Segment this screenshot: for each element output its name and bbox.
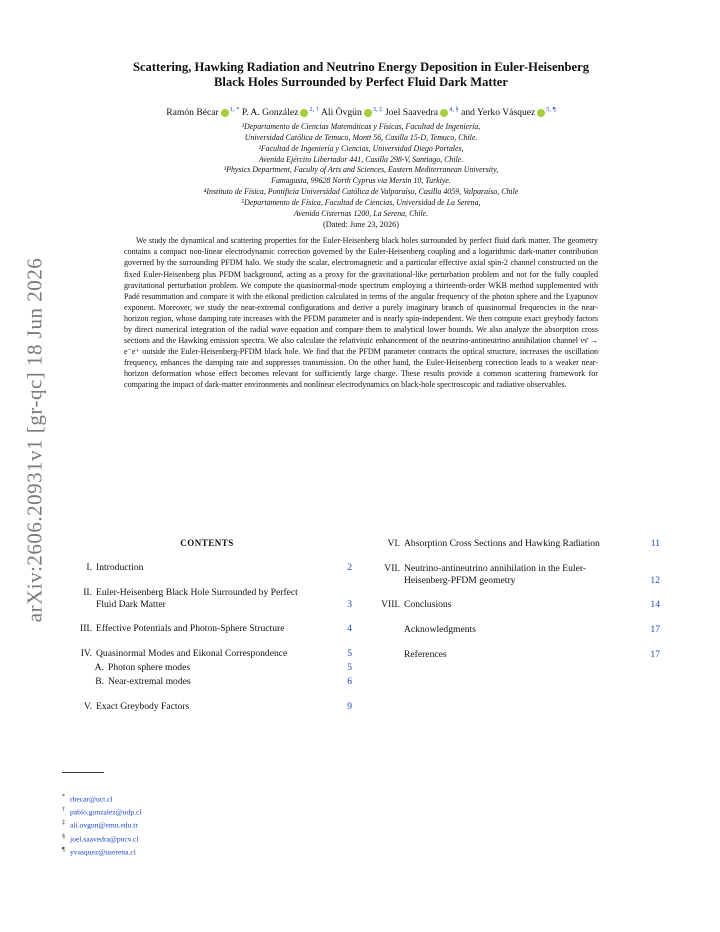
toc-entry[interactable]	[370, 599, 660, 611]
toc-entry[interactable]	[370, 538, 660, 550]
toc-entry[interactable]	[370, 649, 660, 661]
orcid-icon[interactable]	[221, 109, 229, 117]
email-link[interactable]: ali.ovgun@emu.edu.tr	[70, 821, 138, 830]
arxiv-identifier: arXiv:2606.20931v1 [gr-qc] 18 Jun 2026	[22, 257, 47, 623]
toc-subentry[interactable]	[62, 662, 352, 674]
toc-entry[interactable]	[62, 701, 352, 713]
toc-page-link[interactable]: 9	[347, 700, 352, 712]
toc-right-column	[370, 538, 660, 674]
orcid-icon[interactable]	[537, 109, 545, 117]
title-line-2: Black Holes Surrounded by Perfect Fluid Dark Matter	[214, 75, 508, 89]
toc-number: VII.	[384, 562, 400, 574]
toc-sub-number: A.	[94, 661, 104, 673]
toc-entry[interactable]	[370, 563, 660, 587]
toc-number: III.	[80, 623, 92, 635]
author-superscript[interactable]: 2, †	[309, 106, 320, 113]
footnote-mark: ‡	[62, 820, 65, 827]
affiliation-line: ³Physics Department, Faculty of Arts and Sciences, Eastern Mediterranean University,	[223, 165, 499, 175]
affiliation-line: Famagusta, 99628 North Cyprus via Mersin 10, Turkiye.	[271, 176, 451, 186]
toc-entry[interactable]	[62, 562, 352, 574]
footnote-mark: ¶	[62, 846, 65, 853]
toc-label: Quasinormal Modes and Eikonal Correspondence	[96, 648, 288, 660]
affiliation-line: ¹Departamento de Ciencias Matemáticas y Físicas, Facultad de Ingeniería,	[241, 122, 481, 132]
author-list	[62, 104, 660, 119]
email-link[interactable]: yvasquez@userena.cl	[70, 847, 136, 857]
orcid-icon[interactable]	[300, 109, 308, 117]
toc-label: References	[404, 648, 447, 660]
toc-page-link[interactable]: 2	[347, 562, 352, 573]
toc-number: VI.	[387, 538, 400, 549]
abstract: We study the dynamical and scattering properties for the Euler-Heisenberg black holes surrounded by perfect fluid dark matter. The geometry contains a compact non-linear electrodynamic correction governed by the Euler-Heisenberg coupling and a logarithmic dark-matter contribution governed by the surrounding PFDM halo. We study the scalar, electromagnetic and a particular effective axial spin-2 channel constructed on the fixed Euler-Heisenberg plus PFDM background, acting as a proxy for the gravitational-like perturbation problem and not for the fully coupled gravitational perturbation problem. We compute the quasinormal-mode spectrum employing a thirteenth-order WKB method supplemented with Padé resummation and compare it with the eikonal prediction calculated in terms of the angular frequency of the photon sphere and the Lyapunov exponent. Moreover, we study the near-extremal configurations and derive a purely imaginary branch of quasinormal frequencies in the near-horizon region, whose damping rate increases with the PFDM parameter and is nearly spin-independent. We then compute exact greybody factors by direct numerical integration of the radial wave equation and compare them to analytical lower bounds. We also analyze the absorption cross sections and the Hawking emission spectra. We also calculate the relativistic enhancement of the neutrino-antineutrino annihilation channel νν̄ → e⁻e⁺ outside the Euler-Heisenberg-PFDM black hole. We find that the PFDM parameter contracts the optical structure, increases the oscillation frequency, enhances the damping rate and suppresses transmission. On the other hand, the Euler-Heisenberg correction leads to a weaker near-horizon deformation whose effect becomes relevant for sufficiently large charge. These results provide a common scattering framework for comparing the impact of dark-matter environments and nonlinear electrodynamics on black-hole spectroscopic and radiative observables.	[124, 236, 598, 389]
footnote	[62, 805, 142, 818]
footnote-mark: §	[62, 833, 65, 840]
email-link[interactable]: rbecar@uct.cl	[70, 794, 113, 804]
author-superscript[interactable]: 1, *	[229, 106, 240, 113]
author-separator: and	[461, 107, 475, 119]
footnote	[62, 832, 142, 845]
toc-page-link[interactable]: 11	[650, 538, 660, 549]
toc-page-link[interactable]: 3	[347, 598, 352, 610]
footnote	[62, 792, 142, 805]
affiliation-line: ⁴Instituto de Física, Pontificia Universidad Católica de Valparaíso, Casilla 4059, Valparaíso, Chile	[203, 186, 519, 196]
toc-label: Absorption Cross Sections and Hawking Radiation	[404, 538, 600, 549]
toc-entry[interactable]	[370, 624, 660, 636]
toc-sub-number: B.	[95, 675, 104, 687]
date-line: (Dated: June 23, 2026)	[322, 220, 400, 230]
footnote	[62, 845, 142, 858]
author-name: Ramón Bécar	[166, 107, 219, 119]
toc-page-link[interactable]: 12	[650, 574, 660, 586]
paper-page	[62, 60, 660, 857]
toc-entry[interactable]	[62, 623, 352, 635]
footnote-divider	[62, 772, 104, 773]
affiliation-line: Universidad Católica de Temuco, Montt 56, Casilla 15-D, Temuco, Chile.	[244, 132, 478, 142]
author-name: Joel Saavedra	[384, 107, 438, 119]
author-superscript[interactable]: 5, ¶	[546, 106, 556, 113]
toc-label: Exact Greybody Factors	[96, 700, 190, 712]
toc-page-link[interactable]: 4	[347, 623, 352, 635]
toc-label: Acknowledgments	[404, 624, 476, 636]
author-name: Ali Övgün	[321, 107, 362, 119]
orcid-icon[interactable]	[364, 109, 372, 117]
contents-heading: CONTENTS	[180, 538, 234, 548]
affiliation-line: ⁵Departamento de Física, Facultad de Ciencias, Universidad de La Serena,	[241, 197, 481, 207]
author-name: Yerko Vásquez	[477, 107, 536, 119]
toc-sub-label: Photon sphere modes	[108, 661, 191, 673]
paper-title	[62, 60, 660, 90]
toc-label: Effective Potentials and Photon-Sphere Structure	[96, 623, 285, 635]
toc-page-link[interactable]: 6	[347, 675, 352, 687]
toc-number: IV.	[80, 648, 92, 660]
footnote	[62, 818, 142, 831]
title-line-1: Scattering, Hawking Radiation and Neutrino Energy Deposition in Euler-Heisenberg	[132, 60, 590, 74]
email-link[interactable]: joel.saavedra@pucv.cl	[70, 834, 139, 844]
toc-page-link[interactable]: 17	[650, 624, 660, 636]
toc-page-link[interactable]: 14	[650, 599, 660, 611]
toc-label: Euler-Heisenberg Black Hole Surrounded by Perfect Fluid Dark Matter	[96, 586, 298, 610]
orcid-icon[interactable]	[440, 109, 448, 117]
affiliation-line: Avenida Ejército Libertador 441, Casilla 298-V, Santiago, Chile.	[258, 154, 464, 164]
affiliation-line: Avenida Cisternas 1200, La Serena, Chile.	[293, 208, 429, 218]
toc-number: VIII.	[381, 599, 400, 611]
footnote-mark: †	[62, 807, 65, 814]
toc-label: Introduction	[96, 562, 144, 573]
toc-left-column	[62, 538, 352, 725]
email-link[interactable]: pablo.gonzalez@udp.cl	[70, 807, 142, 817]
footnote-mark: *	[62, 794, 65, 800]
toc-page-link[interactable]: 5	[347, 661, 352, 673]
affiliation-line: ²Facultad de Ingeniería y Ciencias, Universidad Diego Portales,	[258, 143, 464, 153]
toc-page-link[interactable]: 17	[650, 648, 660, 660]
toc-label: Neutrino-antineutrino annihilation in the Euler-Heisenberg-PFDM geometry	[404, 562, 587, 586]
arxiv-sidebar	[20, 180, 50, 700]
toc-label: Conclusions	[404, 599, 452, 611]
toc-number: I.	[86, 562, 92, 573]
toc-number: V.	[83, 700, 92, 712]
toc-page-link[interactable]: 5	[347, 648, 352, 660]
toc-entry[interactable]	[62, 587, 352, 611]
author-name: P. A. González	[241, 107, 299, 119]
footnotes	[62, 792, 142, 858]
toc-number	[370, 624, 404, 636]
affiliations	[62, 122, 660, 219]
toc-number: II.	[83, 586, 92, 598]
toc-subentry[interactable]	[62, 676, 352, 688]
toc-entry[interactable]	[62, 648, 352, 687]
toc-sub-label: Near-extremal modes	[108, 675, 191, 687]
author-superscript[interactable]: 4, §	[448, 106, 459, 113]
toc-number	[370, 649, 404, 661]
author-superscript[interactable]: 3, ‡	[372, 106, 383, 113]
